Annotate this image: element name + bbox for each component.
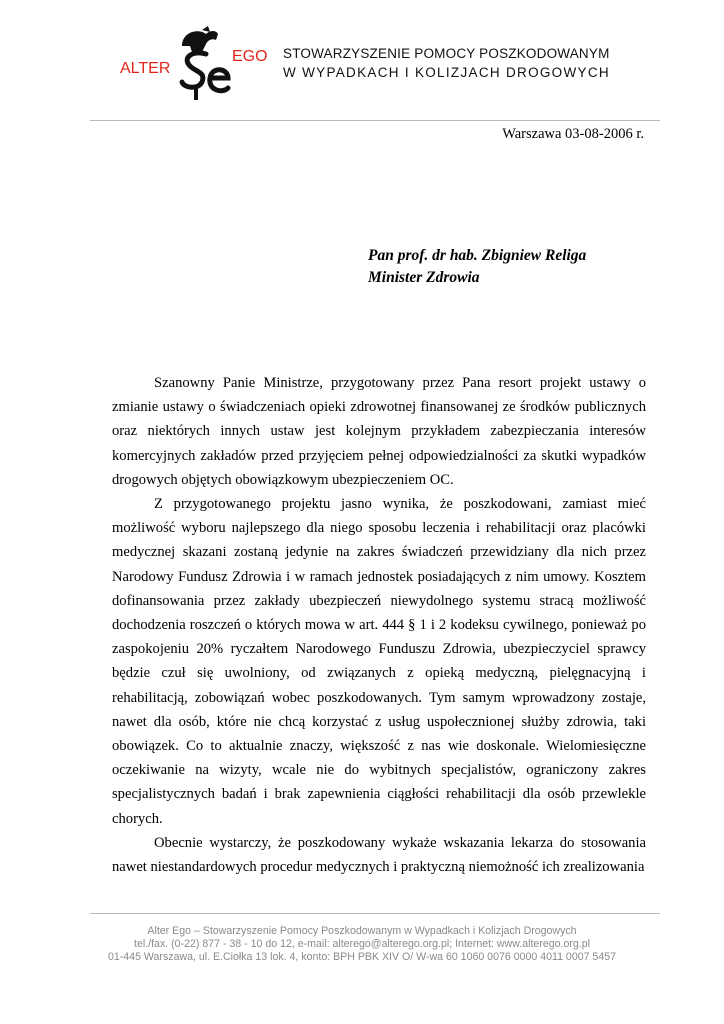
letter-footer [0,925,724,964]
footer-line-2: tel./fax. (0-22) 877 - 38 - 10 do 12, e-mail: alterego@alterego.org.pl; Internet: www.alterego.org.pl [134,938,590,950]
addressee-title: Minister Zdrowia [368,269,480,286]
footer-line-1: Alter Ego – Stowarzyszenie Pomocy Poszkodowanym w Wypadkach i Kolizjach Drogowych [147,925,577,937]
alter-ego-logo [120,24,280,100]
body-paragraph: Z przygotowanego projektu jasno wynika, że poszkodowani, zamiast mieć możliwość wyboru najlepszego dla niego sposobu leczenia i rehabilitacji oraz placówki medycznej skazani zostaną jedynie na zakres świadczeń przewidziany dla nich przez Narodowy Fundusz Zdrowia i w ramach jednostek posiadających z nim umowy. Kosztem dofinansowania przez zakłady ubezpieczeń niewydolnego systemu stracą możliwość dochodzenia roszczeń o których mowa w art. 444 § 1 i 2 kodeksu cywilnego, ponieważ po zaspokojeniu 20% ryczałtem Narodowego Funduszu Zdrowia, ubezpieczyciel sprawcy będzie czuł się uwolniony, od związanych z opieką medyczną, pielęgnacyjną i rehabilitacją, zobowiązań wobec poszkodowanych. Tym samym wprowadzony zostaje, nawet dla osób, które nie chcą korzystać z usług uspołecznionej służby zdrowia, taki obowiązek. Co to aktualnie znaczy, większość z nas wie doskonale. Wielomiesięczne oczekiwanie na wizyty, wcale nie do wybitnych specjalistów, ograniczony zakres specjalistycznych badań i brak zapewnienia ciągłości rehabilitacji dla osób przewlekle chorych. [112,496,646,827]
org-name-line-1: STOWARZYSZENIE POMOCY POSZKODOWANYM [283,46,610,61]
organization-name [283,44,610,82]
footer-divider [90,913,660,914]
addressee-name: Pan prof. dr hab. Zbigniew Religa [368,247,587,264]
addressee-block [368,245,586,289]
footer-line-3: 01-445 Warszawa, ul. E.Ciołka 13 lok. 4, konto: BPH PBK XIV O/ W-wa 60 1060 0076 0000 4011 0007 5457 [107,951,617,963]
letter-body [112,371,646,879]
org-name-line-2: W WYPADKACH I KOLIZJACH DROGOWYCH [283,65,610,80]
body-paragraph: Obecnie wystarczy, że poszkodowany wykaże wskazania lekarza do stosowania nawet niestandardowych procedur medycznych i praktyczną niemożność ich zrealizowania [112,834,646,876]
header-divider [90,120,660,121]
body-paragraph: Szanowny Panie Ministrze, przygotowany przez Pana resort projekt ustawy o zmianie ustawy o świadczeniach opieki zdrowotnej finansowanej ze środków publicznych oraz niektórych innych ustaw jest kolejnym przykładem zabezpieczania interesów komercyjnych zakładów przed przyjęciem pełnej odpowiedzialności za skutki wypadków drogowych objętych obowiązkowym ubezpieczeniem OC. [112,375,646,488]
letter-date: Warszawa 03-08-2006 r. [502,126,644,142]
alter-ego-se-monogram-icon [172,26,234,100]
letterhead [0,0,724,120]
logo-alter-text: ALTER [120,60,171,77]
logo-ego-text: EGO [232,48,268,65]
